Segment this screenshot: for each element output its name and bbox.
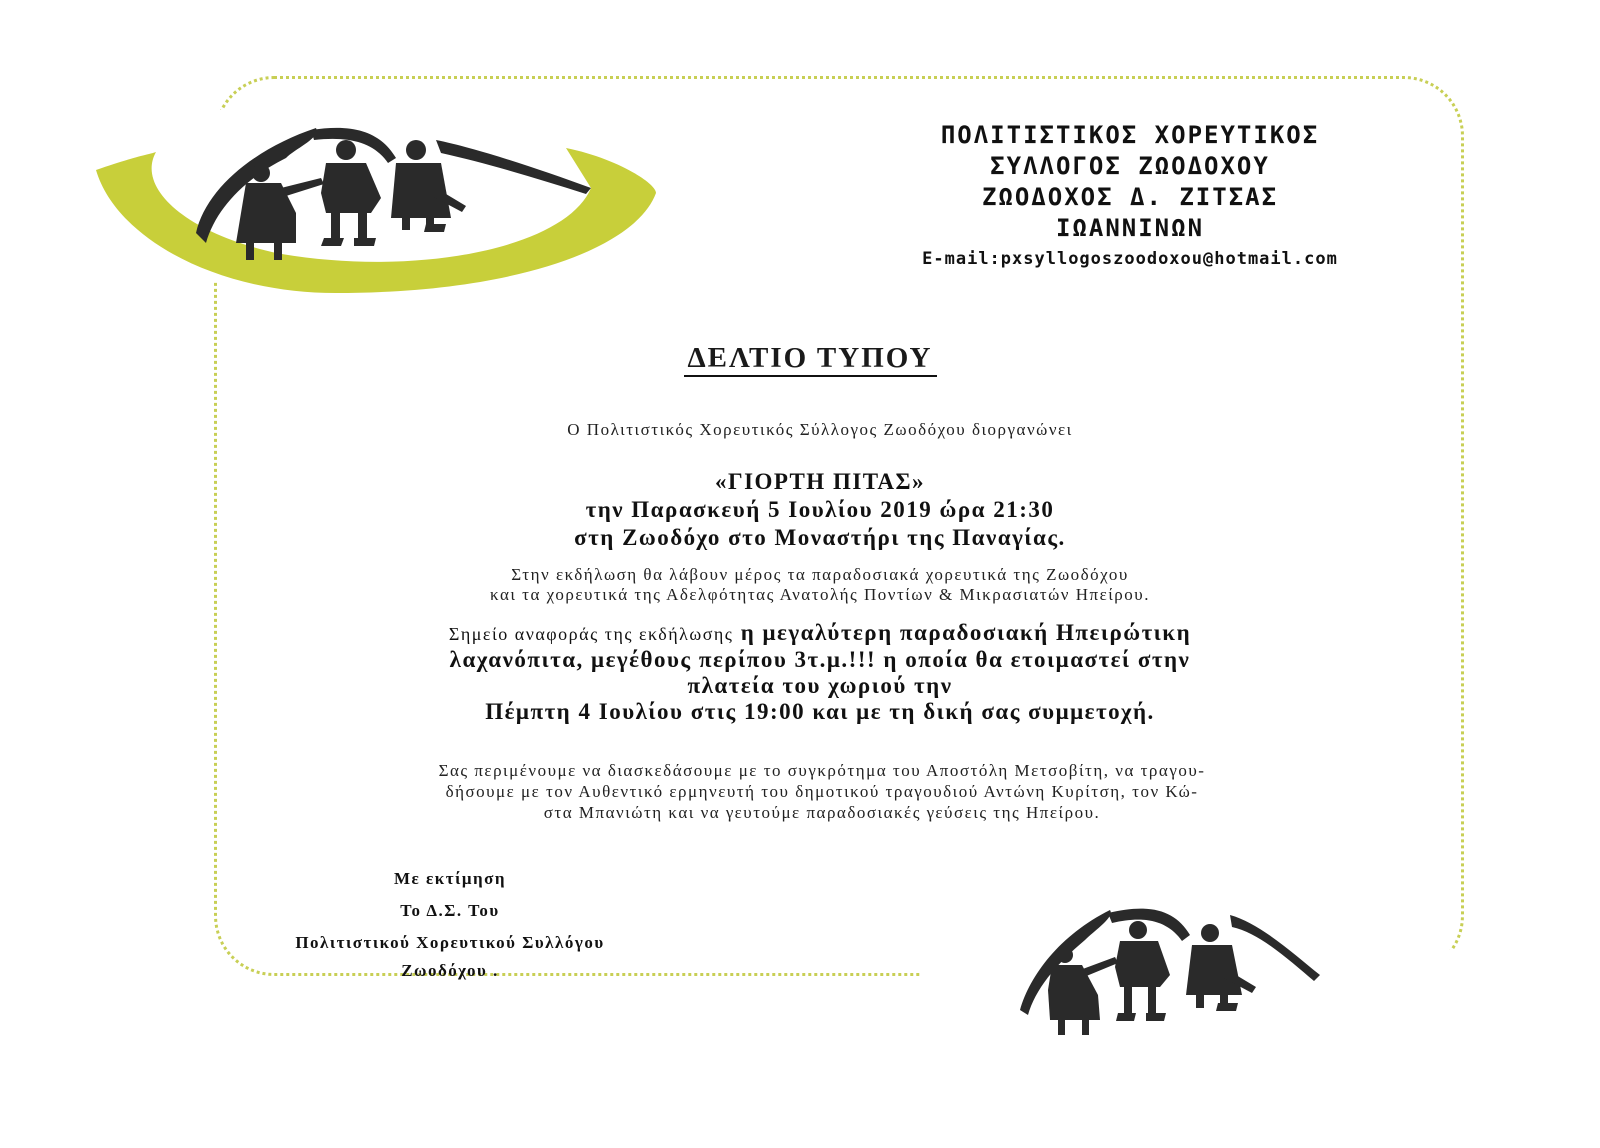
dancers-silhouette <box>1020 895 1330 1045</box>
pie-lead: Σημείο αναφοράς της εκδήλωσης <box>448 624 734 644</box>
invite-paragraph <box>222 760 1422 823</box>
invite-line1: Σας περιμένουμε να διασκεδάσουμε με το συγκρότημα του Αποστόλη Μετσοβίτη, να τραγου- <box>438 761 1206 780</box>
pie-first-line <box>222 620 1418 647</box>
event-place: στη Ζωοδόχο στο Μοναστήρι της Παναγίας. <box>574 525 1066 550</box>
org-email[interactable]: E-mail:pxsyllogoszoodoxou@hotmail.com <box>922 249 1338 269</box>
page-title-text: ΔΕΛΤΙΟ ΤΥΠΟΥ <box>684 342 937 377</box>
page-title <box>560 342 1060 375</box>
dancers-logo <box>96 118 676 308</box>
signature-line3: Πολιτιστικού Χορευτικού Συλλόγου Ζωοδόχου . <box>295 933 605 980</box>
org-name-line4: ΙΩΑΝΝΙΝΩΝ <box>1055 214 1205 242</box>
org-name-line3: ΖΩΟΔΟΧΟΣ Δ. ΖΙΤΣΑΣ <box>981 183 1279 211</box>
org-name-line1: ΠΟΛΙΤΙΣΤΙΚΟΣ ΧΟΡΕΥΤΙΚΟΣ <box>940 121 1320 149</box>
org-name-line2: ΣΥΛΛΟΓΟΣ ΖΩΟΔΟΧΟΥ <box>990 152 1270 180</box>
organization-header <box>820 120 1440 272</box>
invite-line3: στα Μπανιώτη και να γευτούμε παραδοσιακές γεύσεις της Ηπείρου. <box>543 803 1101 822</box>
event-name: «ΓΙΟΡΤΗ ΠΙΤΑΣ» <box>714 469 926 494</box>
signature-block <box>250 865 650 980</box>
signature-line2: Το Δ.Σ. Του <box>400 901 500 920</box>
program-line1: Στην εκδήλωση θα λάβουν μέρος τα παραδοσιακά χορευτικά της Ζωοδόχου <box>511 565 1129 584</box>
pie-line3: πλατεία του χωριού την <box>687 673 953 698</box>
invite-line2: δήσουμε με τον Αυθεντικό ερμηνευτή του δημοτικού τραγουδιού Αντώνη Κυρίτση, τον Κώ- <box>445 782 1199 801</box>
pie-paragraph <box>222 620 1418 725</box>
program-line2: και τα χορευτικά της Αδελφότητας Ανατολής Ποντίων & Μικρασιατών Ηπείρου. <box>490 585 1150 604</box>
event-block <box>300 468 1340 552</box>
intro-paragraph: Ο Πολιτιστικός Χορευτικός Σύλλογος Ζωοδόχου διοργανώνει <box>567 420 1073 439</box>
signature-line1: Με εκτίμηση <box>393 869 507 888</box>
pie-line2: λαχανόπιτα, μεγέθους περίπου 3τ.μ.!!! η οποία θα ετοιμαστεί στην <box>449 647 1191 672</box>
pie-line4: Πέμπτη 4 Ιουλίου στις 19:00 και με τη δική σας συμμετοχή. <box>485 699 1155 724</box>
event-date: την Παρασκευή 5 Ιουλίου 2019 ώρα 21:30 <box>585 497 1055 522</box>
program-paragraph <box>240 565 1400 605</box>
pie-line1: η μεγαλύτερη παραδοσιακή Ηπειρώτικη <box>740 620 1192 645</box>
